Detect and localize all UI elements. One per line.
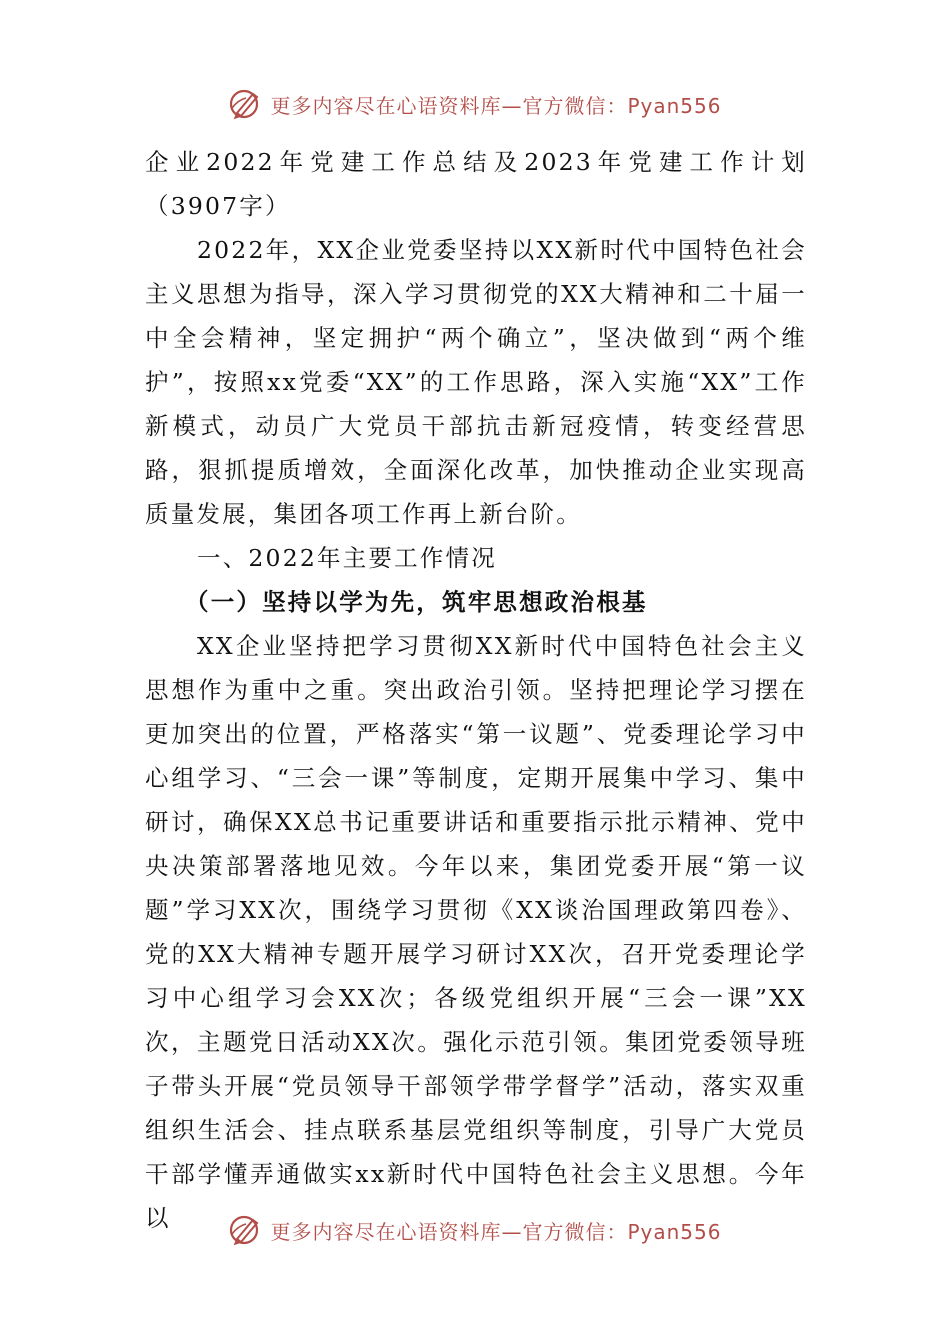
watermark-banner-bottom: [0, 1210, 950, 1250]
section-heading: 一、2022年主要工作情况: [197, 544, 497, 572]
body-paragraph: XX企业坚持把学习贯彻XX新时代中国特色社会主义思想作为重中之重。突出政治引领。坚持把理论学习摆在更加突出的位置，严格落实“第一议题”、党委理论学习中心组学习、“三会一课”等制度，定期开展集中学习、集中研讨，确保XX总书记重要讲话和重要指示批示精神、党中央决策部署落地见效。今年以来，集团党委开展“第一议题”学习XX次，围绕学习贯彻《XX谈治国理政第四卷》、党的XX大精神专题开展学习研讨XX次，召开党委理论学习中心组学习会XX次；各级党组织开展“三会一课”XX次，主题党日活动XX次。强化示范引领。集团党委领导班子带头开展“党员领导干部领学带学督学”活动，落实双重组织生活会、挂点联系基层党组织等制度，引导广大党员干部学懂弄通做实xx新时代中国特色社会主义思想。今年以: [145, 632, 807, 1232]
pen-logo-icon: [228, 1212, 264, 1248]
pen-logo-icon: [228, 86, 264, 122]
subsection-heading: （一）坚持以学为先，筑牢思想政治根基: [185, 588, 648, 616]
document-title: 企业2022年党建工作总结及2023年党建工作计划（3907字）: [145, 148, 807, 220]
watermark-text-top: 更多内容尽在心语资料库—官方微信：Pyan556: [270, 93, 722, 118]
intro-paragraph: 2022年，XX企业党委坚持以XX新时代中国特色社会主义思想为指导，深入学习贯彻党的XX大精神和二十届一中全会精神，坚定拥护“两个确立”，坚决做到“两个维护”，按照xx党委“XX”的工作思路，深入实施“XX”工作新模式，动员广大党员干部抗击新冠疫情，转变经营思路，狠抓提质增效，全面深化改革，加快推动企业实现高质量发展，集团各项工作再上新台阶。: [145, 236, 807, 528]
document-body: [145, 140, 807, 1240]
watermark-banner-top: [0, 84, 950, 124]
watermark-text-bottom: 更多内容尽在心语资料库—官方微信：Pyan556: [270, 1219, 722, 1244]
